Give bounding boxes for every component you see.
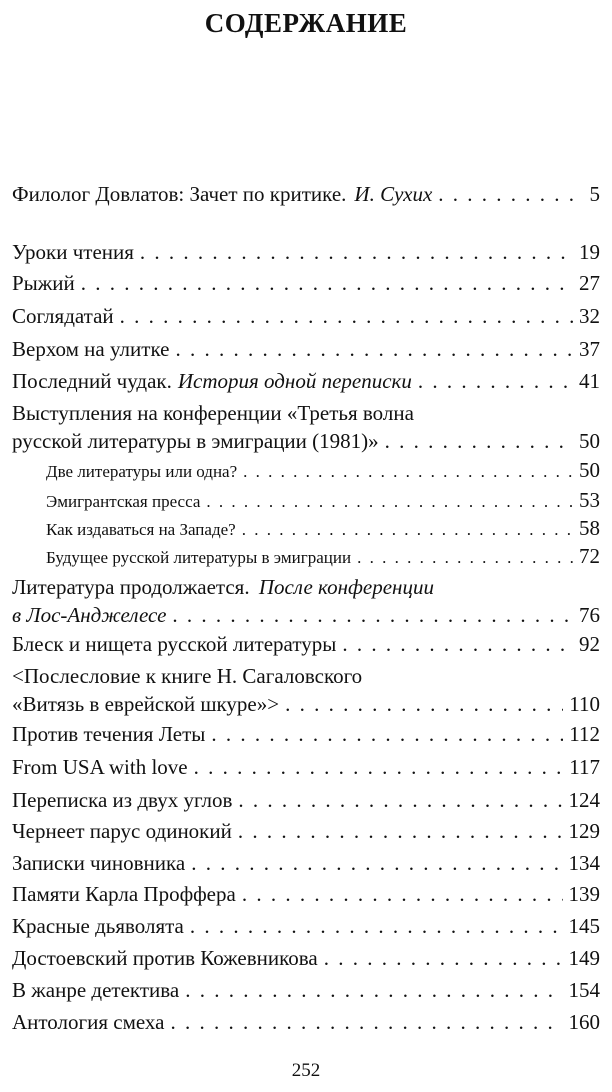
toc-entry-title: «Витязь в еврейской шкуре»> (12, 692, 280, 716)
toc-entry-title: Как издаваться на Западе? (46, 520, 236, 539)
dot-leader (324, 944, 563, 972)
dot-leader (242, 516, 573, 542)
dot-leader (418, 367, 573, 395)
dot-leader (175, 335, 573, 363)
toc-entry-title: From USA with love (12, 755, 188, 779)
toc-entry-page: 37 (579, 337, 600, 361)
dot-leader (120, 302, 573, 330)
toc-entry-page: 5 (589, 182, 600, 206)
dot-leader (194, 753, 564, 781)
dot-leader (170, 1008, 562, 1036)
toc-entry[interactable] (12, 720, 600, 748)
toc-entry-page: 154 (568, 978, 600, 1002)
toc-entry-page: 129 (568, 819, 600, 843)
toc-entry[interactable] (12, 180, 600, 208)
toc-entry-title: В жанре детектива (12, 978, 180, 1002)
toc-entry-page: 145 (568, 914, 600, 938)
toc-subentry[interactable] (46, 486, 600, 514)
toc-entry-title: Эмигрантская пресса (46, 492, 201, 511)
page-title: СОДЕРЖАНИЕ (204, 8, 408, 38)
toc-entry-subtitle: в Лос-Анджелесе (12, 603, 167, 627)
toc-entry-title: Против течения Леты (12, 722, 206, 746)
toc-entry-title: Последний чудак. (12, 369, 172, 393)
toc-entry-title: Памяти Карла Проффера (12, 882, 236, 906)
dot-leader (81, 269, 573, 297)
toc-entry[interactable] (12, 849, 600, 877)
dot-leader (172, 601, 573, 629)
toc-entry-title: Антология смеха (12, 1010, 165, 1034)
toc-entry-page: 76 (579, 603, 600, 627)
toc-entry[interactable] (12, 367, 600, 395)
toc-entry-page: 139 (568, 882, 600, 906)
page-number: 252 (291, 1060, 321, 1081)
toc-entry-page: 160 (568, 1010, 600, 1034)
toc-entry-title: Переписка из двух углов (12, 788, 233, 812)
dot-leader (206, 488, 573, 514)
toc-entry-page: 149 (568, 946, 600, 970)
toc-entry-title: Достоевский против Кожевникова (12, 946, 318, 970)
toc-entry[interactable] (12, 662, 600, 718)
dot-leader (357, 544, 573, 570)
toc-entry[interactable] (12, 1008, 600, 1036)
toc-entry[interactable] (12, 880, 600, 908)
toc-entry-page: 110 (569, 692, 600, 716)
toc-entry-page: 112 (569, 722, 600, 746)
toc-entry[interactable] (12, 912, 600, 940)
toc-entry-title: Красные дьяволята (12, 914, 184, 938)
toc-entry-page: 27 (579, 271, 600, 295)
toc-subentry[interactable] (46, 514, 600, 542)
dot-leader (190, 912, 563, 940)
toc-entry-title-line1: Литература продолжается. (12, 575, 250, 599)
toc-entry-page: 72 (579, 544, 600, 568)
toc-entry[interactable] (12, 335, 600, 363)
dot-leader (211, 720, 563, 748)
toc-entry[interactable] (12, 238, 600, 266)
toc-entry[interactable] (12, 302, 600, 330)
toc-entry-page: 50 (579, 429, 600, 453)
toc-entry-page: 124 (568, 788, 600, 812)
toc-entry[interactable] (12, 630, 600, 658)
toc-entry[interactable] (12, 944, 600, 972)
toc-entry[interactable] (12, 817, 600, 845)
toc-entry-title: Две литературы или одна? (46, 462, 238, 481)
toc-entry-title: Уроки чтения (12, 240, 134, 264)
dot-leader (385, 427, 573, 455)
toc-entry-page: 58 (579, 516, 600, 540)
dot-leader (285, 690, 563, 718)
toc-entry[interactable] (12, 976, 600, 1004)
toc-entry[interactable] (12, 399, 600, 455)
toc-entry-title-line1: Выступления на конференции «Третья волна (12, 401, 414, 425)
dot-leader (242, 880, 563, 908)
toc-entry-page: 50 (579, 458, 600, 482)
dot-leader (185, 976, 562, 1004)
toc-entry[interactable] (12, 786, 600, 814)
toc-entry-subtitle: История одной переписки (177, 369, 412, 393)
toc-entry[interactable] (12, 269, 600, 297)
toc-entry-title-line1: <Послесловие к книге Н. Сагаловского (12, 664, 363, 688)
toc-entry[interactable] (12, 573, 600, 629)
dot-leader (438, 180, 574, 208)
toc-entry[interactable] (12, 753, 600, 781)
toc-entry-page: 19 (579, 240, 600, 264)
toc-entry-page: 117 (569, 755, 600, 779)
dot-leader (342, 630, 573, 658)
toc-entry-page: 134 (568, 851, 600, 875)
toc-entry-title: Филолог Довлатов: Зачет по критике. (12, 182, 347, 206)
toc-entry-page: 53 (579, 488, 600, 512)
toc-entry-page: 92 (579, 632, 600, 656)
dot-leader (243, 458, 573, 484)
toc-subentry[interactable] (46, 542, 600, 570)
toc-entry-title: Соглядатай (12, 304, 114, 328)
toc-entry-title: Рыжий (12, 271, 75, 295)
toc-entry-author: И. Сухих (354, 182, 433, 206)
dot-leader (191, 849, 562, 877)
toc-entry-title: русской литературы в эмиграции (1981)» (12, 429, 379, 453)
toc-subentry[interactable] (46, 456, 600, 484)
dot-leader (140, 238, 573, 266)
toc-entry-title: Чернеет парус одинокий (12, 819, 232, 843)
toc-entry-title: Верхом на улитке (12, 337, 170, 361)
dot-leader (238, 786, 562, 814)
toc-entry-title: Будущее русской литературы в эмиграции (46, 548, 352, 567)
toc-entry-title: Блеск и нищета русской литературы (12, 632, 337, 656)
toc-entry-subtitle-line1: После конференции (258, 575, 434, 599)
dot-leader (238, 817, 563, 845)
toc-entry-page: 32 (579, 304, 600, 328)
toc-entry-page: 41 (579, 369, 600, 393)
toc-entry-title: Записки чиновника (12, 851, 186, 875)
